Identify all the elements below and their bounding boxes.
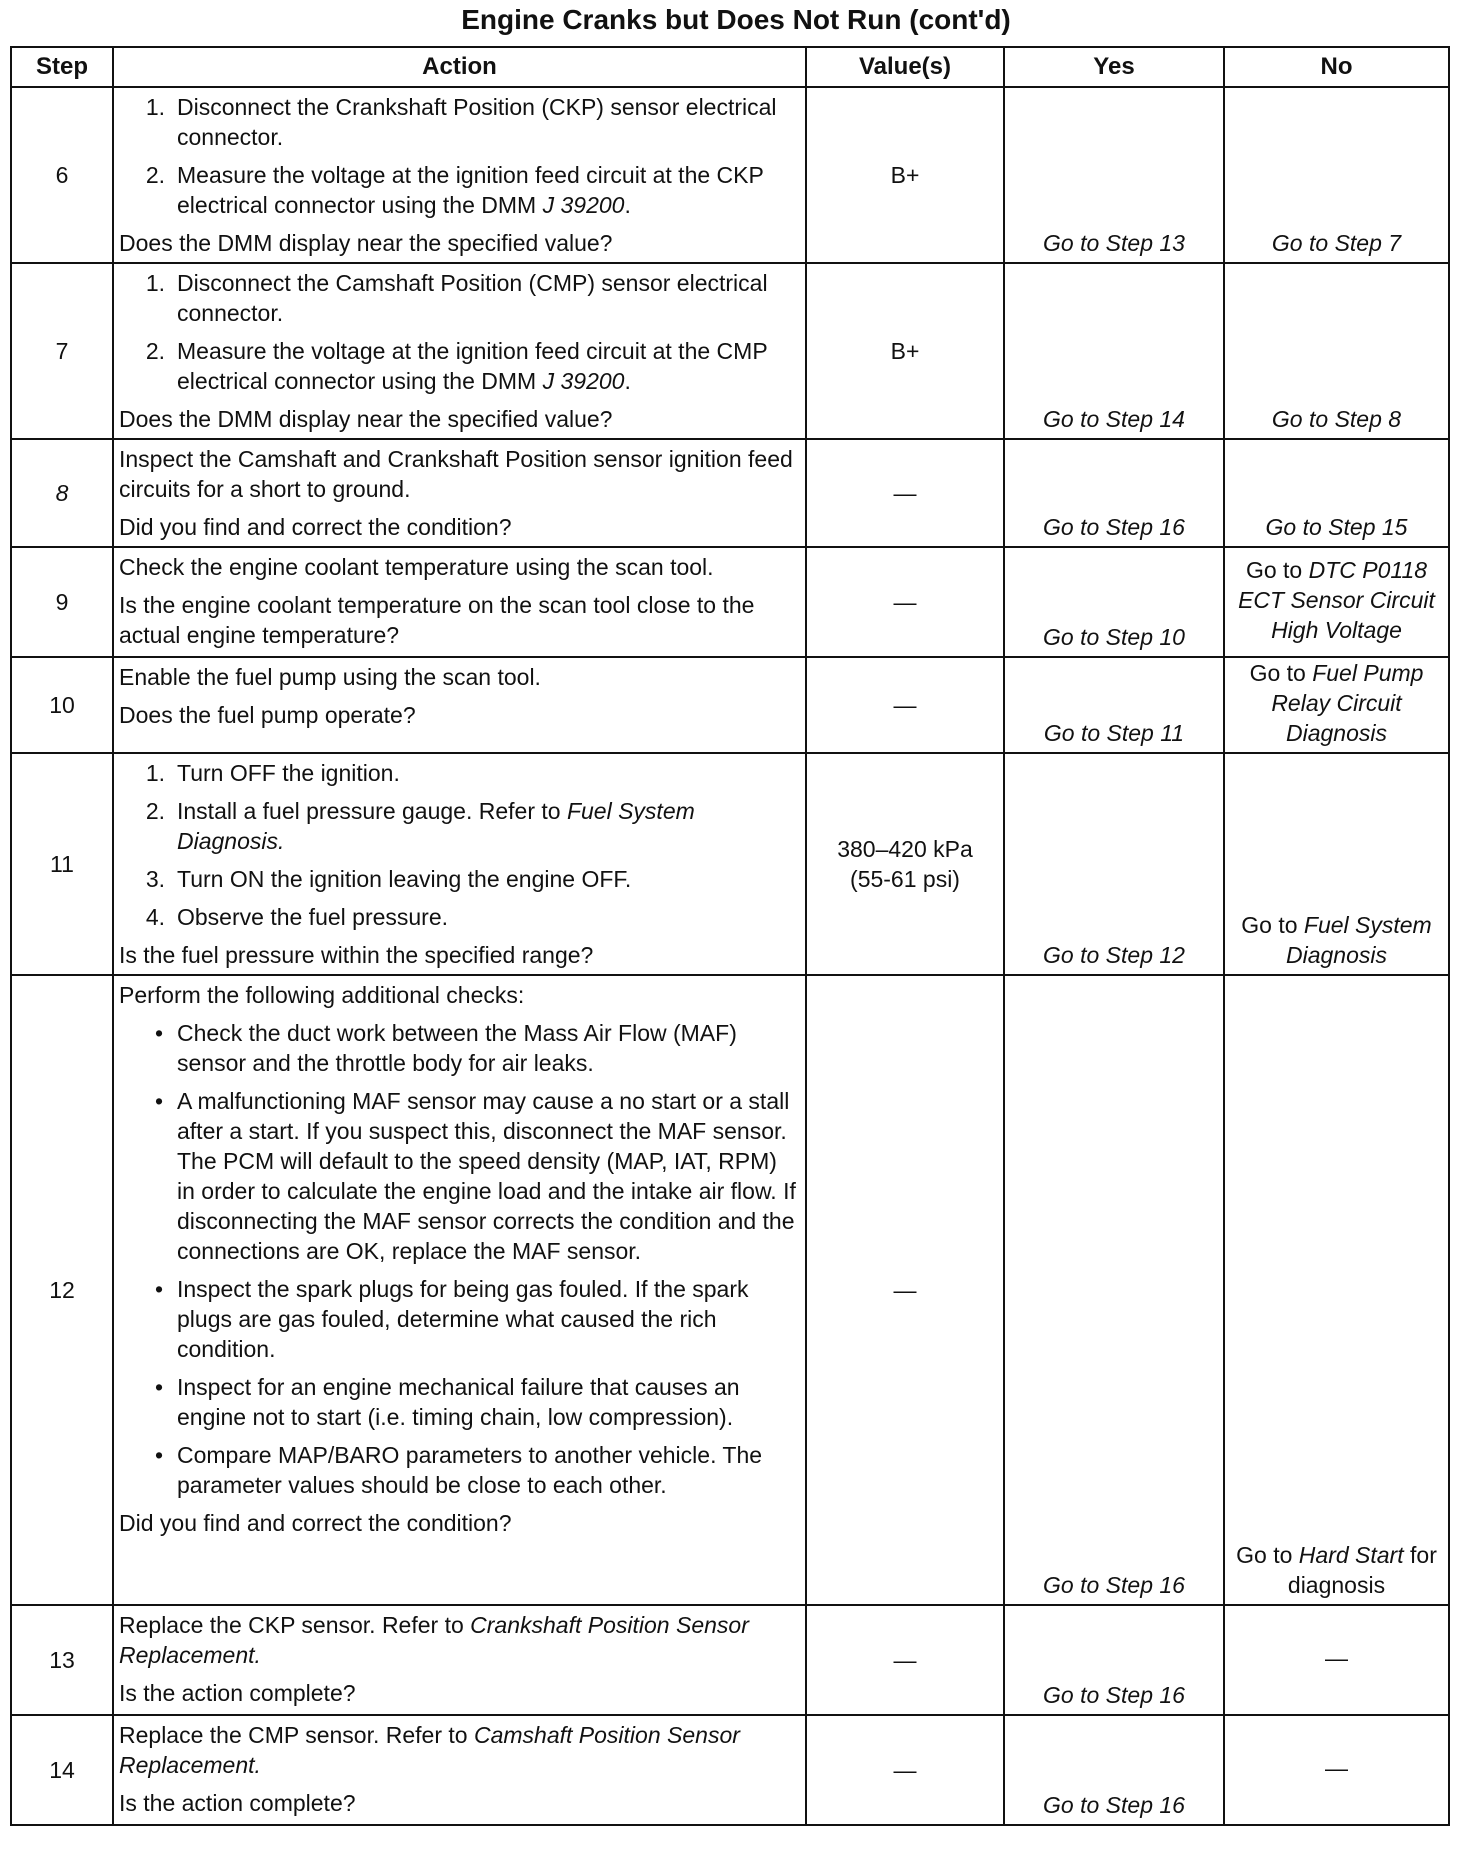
value-cell: — <box>806 975 1004 1605</box>
table-row <box>11 439 1449 547</box>
action-question: Is the action complete? <box>119 1790 356 1816</box>
value-cell: — <box>806 1605 1004 1715</box>
action-item: Turn OFF the ignition. <box>177 760 400 786</box>
table-header-row <box>11 47 1449 87</box>
header-yes: Yes <box>1004 47 1224 87</box>
action-question: Is the fuel pressure within the specified range? <box>119 942 594 968</box>
action-cell <box>113 1605 806 1715</box>
table-row <box>11 1605 1449 1715</box>
action-cell <box>113 547 806 657</box>
no-cell: Go to Fuel System Diagnosis <box>1224 753 1449 975</box>
action-text: Check the engine coolant temperature using the scan tool. <box>119 554 714 580</box>
no-cell: Go to Fuel Pump Relay Circuit Diagnosis <box>1224 657 1449 753</box>
action-item: Install a fuel pressure gauge. Refer to <box>177 798 561 824</box>
value-cell: B+ <box>806 263 1004 439</box>
no-cell: Go to Step 15 <box>1224 439 1449 547</box>
doc-reference: Crankshaft Position Sensor Replacement. <box>119 1612 749 1668</box>
value-cell: B+ <box>806 87 1004 263</box>
step-number: 8 <box>11 439 113 547</box>
check-item: Inspect for an engine mechanical failure that causes an engine not to start (i.e. timing chain, low compression). <box>177 1374 740 1430</box>
no-cell: Go to Step 7 <box>1224 87 1449 263</box>
action-item: Measure the voltage at the ignition feed circuit at the CMP electrical connector using the DMM <box>177 338 768 394</box>
tool-reference: J 39200 <box>542 368 625 394</box>
diagnostic-table <box>10 46 1450 1826</box>
action-cell: Perform the following additional checks: • Check the duct work between the Mass Air Flow (MAF) sensor and the throttle body for air leaks. • A malfunctioning MAF sensor may cause a no start or a stall after a start. If you suspect this, disconnect the MAF sensor. The PCM will default to the speed density (MAP, IAT, RPM) in order to calculate the engine load and the intake air flow. If disconnecting the MAF sensor corrects the condition and the connections are OK, replace the MAF sensor. • Inspect the spark plugs for being gas fouled. If the spark plugs are gas fouled, determine what caused the rich condition. • Inspect for an engine mechanical failure that causes an engine not to start (i.e. timing chain, low compression). • Compare MAP/BARO parameters to another vehicle. The parameter values should be close to each other. Did you find and correct the condition? <box>113 975 806 1605</box>
action-cell <box>113 439 806 547</box>
check-item: Compare MAP/BARO parameters to another vehicle. The parameter values should be close to each other. <box>177 1442 763 1498</box>
action-question: Does the DMM display near the specified value? <box>119 406 613 432</box>
action-cell: 1. Disconnect the Crankshaft Position (CKP) sensor electrical connector. 2. Measure the voltage at the ignition feed circuit at the CKP electrical connector using the DMM J 39200. Does the DMM display near the specified value? <box>113 87 806 263</box>
action-item: Disconnect the Crankshaft Position (CKP) sensor electrical connector. <box>177 94 777 150</box>
value-cell: 380–420 kPa (55-61 psi) <box>806 753 1004 975</box>
step-number: 9 <box>11 547 113 657</box>
doc-reference: Fuel System Diagnosis. <box>177 798 695 854</box>
action-cell <box>113 1715 806 1825</box>
tool-reference: J 39200 <box>542 192 625 218</box>
no-cell: Go to DTC P0118 ECT Sensor Circuit High Voltage <box>1224 547 1449 657</box>
header-action: Action <box>113 47 806 87</box>
action-text: Replace the CMP sensor. Refer to <box>119 1722 468 1748</box>
action-cell: 1. Disconnect the Camshaft Position (CMP) sensor electrical connector. 2. Measure the voltage at the ignition feed circuit at the CMP electrical connector using the DMM J 39200. Does the DMM display near the specified value? <box>113 263 806 439</box>
action-item: Disconnect the Camshaft Position (CMP) sensor electrical connector. <box>177 270 768 326</box>
check-item: Inspect the spark plugs for being gas fouled. If the spark plugs are gas fouled, determine what caused the rich condition. <box>177 1276 749 1362</box>
yes-cell: Go to Step 10 <box>1004 547 1224 657</box>
table-row <box>11 975 1449 1605</box>
action-question: Is the action complete? <box>119 1680 356 1706</box>
action-item: Turn ON the ignition leaving the engine OFF. <box>177 866 632 892</box>
page-title: Engine Cranks but Does Not Run (cont'd) <box>461 4 1011 35</box>
value-cell: — <box>806 439 1004 547</box>
action-question: Is the engine coolant temperature on the scan tool close to the actual engine temperature? <box>119 592 755 648</box>
table-row <box>11 753 1449 975</box>
action-cell <box>113 657 806 753</box>
action-text: Perform the following additional checks: <box>119 982 525 1008</box>
step-number: 12 <box>11 975 113 1605</box>
action-item: Observe the fuel pressure. <box>177 904 449 930</box>
no-cell: — <box>1224 1715 1449 1825</box>
value-cell: — <box>806 547 1004 657</box>
step-number: 14 <box>11 1715 113 1825</box>
action-item: Measure the voltage at the ignition feed circuit at the CKP electrical connector using the DMM <box>177 162 764 218</box>
yes-cell: Go to Step 13 <box>1004 87 1224 263</box>
check-item: A malfunctioning MAF sensor may cause a no start or a stall after a start. If you suspect this, disconnect the MAF sensor. The PCM will default to the speed density (MAP, IAT, RPM) in order to calculate the engine load and the intake air flow. If disconnecting the MAF sensor corrects the condition and the connections are OK, replace the MAF sensor. <box>177 1088 796 1264</box>
value-cell: — <box>806 1715 1004 1825</box>
header-values: Value(s) <box>806 47 1004 87</box>
step-number: 6 <box>11 87 113 263</box>
action-question: Does the DMM display near the specified value? <box>119 230 613 256</box>
action-cell: 1. Turn OFF the ignition. 2. Install a fuel pressure gauge. Refer to Fuel System Diagnosis. 3. Turn ON the ignition leaving the engine OFF. 4. Observe the fuel pressure. Is the fuel pressure within the specified range? <box>113 753 806 975</box>
action-text: Replace the CKP sensor. Refer to <box>119 1612 464 1638</box>
action-text: Inspect the Camshaft and Crankshaft Position sensor ignition feed circuits for a short to ground. <box>119 446 793 502</box>
table-row <box>11 547 1449 657</box>
action-text: Enable the fuel pump using the scan tool. <box>119 664 541 690</box>
table-row <box>11 1715 1449 1825</box>
table-row <box>11 87 1449 263</box>
yes-cell: Go to Step 16 <box>1004 439 1224 547</box>
yes-cell: Go to Step 16 <box>1004 1715 1224 1825</box>
check-item: Check the duct work between the Mass Air Flow (MAF) sensor and the throttle body for air leaks. <box>177 1020 737 1076</box>
yes-cell: Go to Step 14 <box>1004 263 1224 439</box>
yes-cell: Go to Step 12 <box>1004 753 1224 975</box>
step-number: 13 <box>11 1605 113 1715</box>
header-step: Step <box>11 47 113 87</box>
no-cell: Go to Step 8 <box>1224 263 1449 439</box>
no-cell: — <box>1224 1605 1449 1715</box>
yes-cell: Go to Step 11 <box>1004 657 1224 753</box>
action-question: Did you find and correct the condition? <box>119 1510 512 1536</box>
table-row <box>11 263 1449 439</box>
header-no: No <box>1224 47 1449 87</box>
action-question: Does the fuel pump operate? <box>119 702 416 728</box>
action-question: Did you find and correct the condition? <box>119 514 512 540</box>
yes-cell: Go to Step 16 <box>1004 975 1224 1605</box>
yes-cell: Go to Step 16 <box>1004 1605 1224 1715</box>
doc-reference: Camshaft Position Sensor Replacement. <box>119 1722 740 1778</box>
step-number: 7 <box>11 263 113 439</box>
value-cell: — <box>806 657 1004 753</box>
step-number: 10 <box>11 657 113 753</box>
no-cell: Go to Hard Start for diagnosis <box>1224 975 1449 1605</box>
table-row <box>11 657 1449 753</box>
step-number: 11 <box>11 753 113 975</box>
